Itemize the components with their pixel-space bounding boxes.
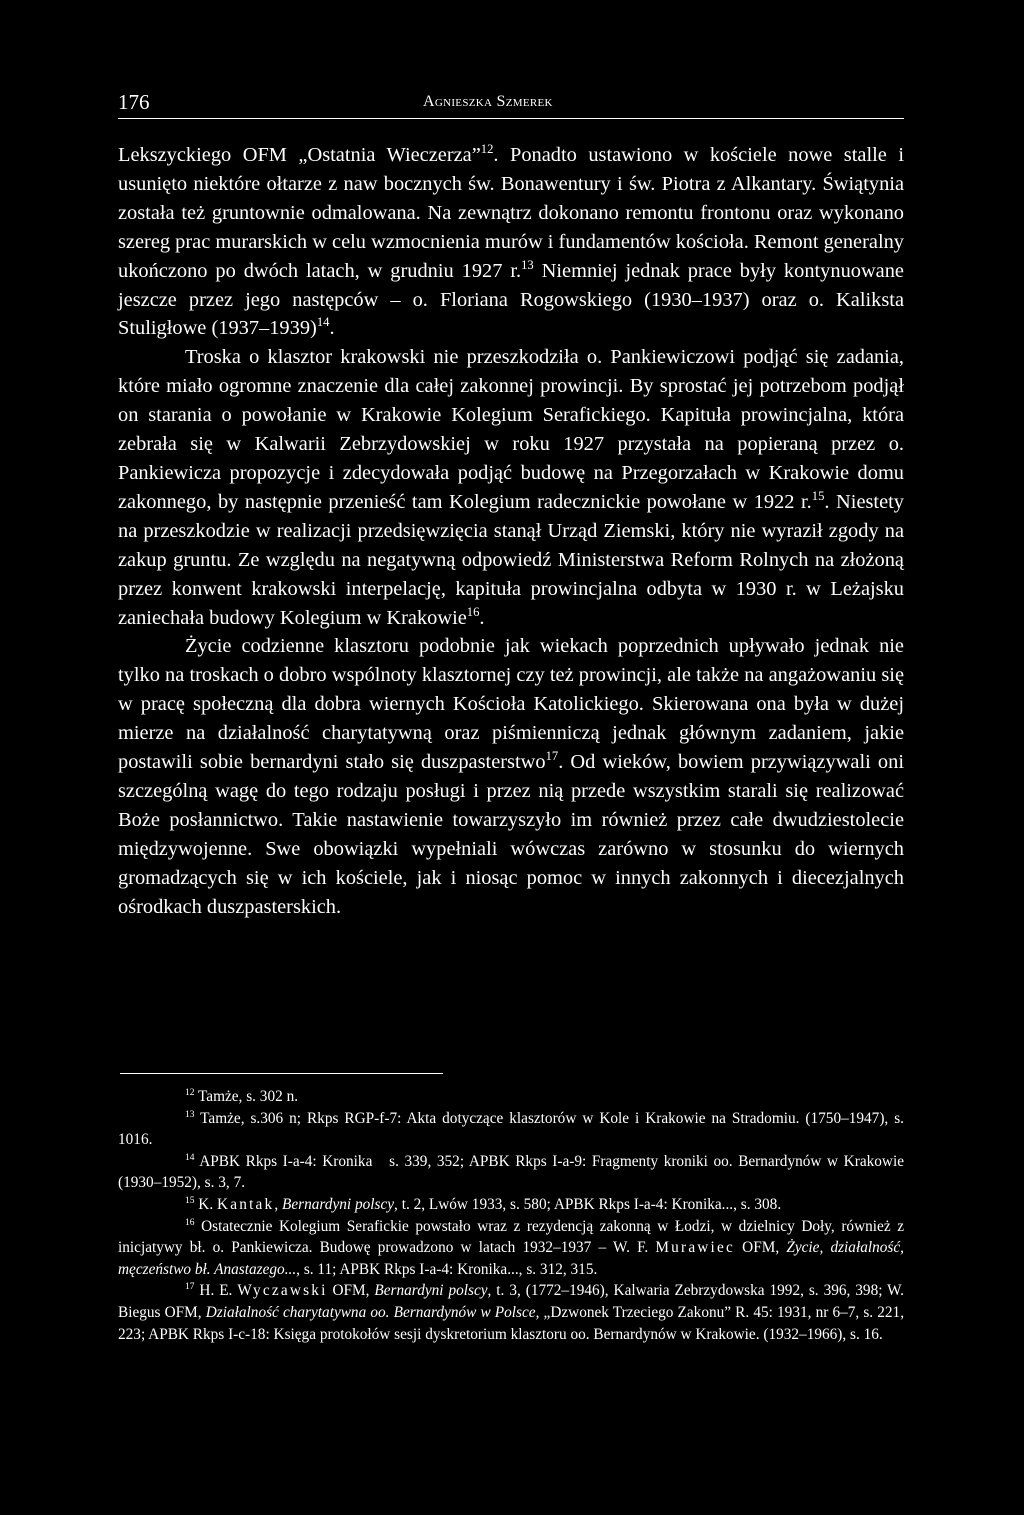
footnote [118,1280,904,1345]
work-title: Działalność charytatywna oo. Bernardynów w Polsce [205,1303,536,1321]
footnote-text: H. E. [194,1282,238,1300]
footnote-text: Tamże, s.306 n; Rkps RGP-f-7: Akta dotyczące klasztorów w Kole i Krakowie na Stradomiu. (1750–1947), s. 1016. [118,1109,904,1149]
footnote [118,1194,904,1216]
work-title: Bernardyni polscy [374,1282,488,1300]
author-name: Murawiec [655,1239,735,1257]
footnote-number: 17 [185,1282,195,1293]
footnote-text: OFM, [734,1239,787,1257]
paragraph [118,141,904,343]
text-run: . Niestety na przeszkodzie w realizacji przedsięwzięcia stanął Urząd Ziemski, który nie wyraził zgody na zakup gruntu. Ze względu na negatywną odpowiedź Ministerstwa Reform Rolnych na złożoną przez konwent krakowski interpelację, kapituła prowincjalna odbyta w 1930 r. w Leżajsku zaniechała budowy Kolegium w Krakowie [118,490,905,629]
footnote-text: , [274,1195,283,1213]
footnote-ref: 14 [316,315,330,330]
text-run: Troska o klasztor krakowski nie przeszkodziła o. Pankiewiczowi podjąć się zadania, które miało ogromne znaczenie dla całej zakonnej prowincji. By sprostać jej potrzebom podjął on starania o powołanie w Krakowie Kolegium Serafickiego. Kapituła prowincjalna, która zebrała się w Kalwarii Zebrzydowskiej w roku 1927 przystała na popieraną przez o. Pankiewicza propozycje i zdecydowała podjąć budowę na Przegorzałach w Krakowie domu zakonnego, by następnie przenieść tam Kolegium radecznickie powołane w 1922 r. [118,346,904,513]
footnote-separator [120,1073,443,1074]
footnote-text: Ostatecznie Kolegium Serafickie powstało wraz z rezydencją zakonną w Łodzi, w dzielnicy Doły, również z inicjatywy bł. o. Pankiewicza. Budowę prowadzono w latach 1932–1937 – W. F. [118,1217,904,1257]
text-run: . Ponadto ustawiono w kościele nowe stalle i usunięto niektóre ołtarze z naw bocznych św. Bonawentury i św. Piotra z Alkantary. Świątynia została też gruntownie odmalowana. Na zewnątrz dokonano remontu frontonu oraz wykonano szereg prac murarskich w celu wzmocnienia murów i fundamentów kościoła. Remont generalny ukończono po dwóch latach, w grudniu 1927 r. [118,144,904,282]
footnote-text: OFM, [327,1282,375,1300]
work-title: Bernardyni polscy [282,1195,395,1213]
author-name: Wyczawski [237,1282,328,1300]
footnote-text: , t. 3, (1772–1946), Kalwaria Zebrzydowska 1992, s. 396, 398; W. Biegus OFM, [118,1282,904,1321]
footnote-text: , t. 2, Lwów 1933, s. 580; APBK Rkps I-a-4: Kronika..., s. 308. [394,1195,782,1213]
footnote-number: 14 [185,1152,195,1163]
work-title: Życie, działalność, męczeństwo bł. Anastazego... [118,1239,904,1278]
footnote [118,1086,904,1108]
text-run: Życie codzienne klasztoru podobnie jak wiekach poprzednich upływało jednak nie tylko na troskach o dobro wspólnoty klasztornej czy też prowincji, ale także na angażowaniu się w pracę społeczną dla dobra wiernych Kościoła Katolickiego. Skierowana ona była w dużej mierze na działalność charytatywną oraz piśmienniczą jednak głównym zadaniem, jakie postawili sobie bernardyni stało się duszpasterstwo [118,635,904,774]
footnote-text: , „Dzwonek Trzeciego Zakonu” R. 45: 1931, nr 6–7, s. 221, 223; APBK Rkps I-c-18: Księga protokołów sesji dyskretorium klasztoru oo. Bernardynów w Krakowie. (1932–1966), s. 16. [118,1303,905,1343]
footnote-number: 15 [185,1196,195,1207]
paragraph [118,343,904,632]
paragraph [118,632,904,921]
page-header [118,90,904,119]
page-number: 176 [118,90,150,114]
footnote-text: K. [194,1195,217,1213]
footnote-ref: 15 [811,489,825,504]
text-run: . [329,317,335,340]
footnote-number: 13 [185,1109,195,1120]
footnote-ref: 16 [466,604,480,619]
text-run: Lekszyckiego OFM „Ostatnia Wieczerza” [118,144,481,166]
footnotes [118,1086,908,1345]
footnote-text: Tamże, s. 302 n. [194,1088,299,1105]
text-run: Niemniej jednak prace były kontynuowane jeszcze przez jego następców – o. Floriana Rogowskiego (1930–1937) oraz o. Kaliksta Stuligłowe (1937–1939) [118,259,904,340]
footnote [118,1216,904,1281]
main-text [118,141,904,921]
footnote-ref: 13 [521,257,534,272]
footnote-ref: 17 [545,749,559,764]
footnote-text: APBK Rkps I-a-4: Kronika s. 339, 352; APBK Rkps I-a-9: Fragmenty kroniki oo. Bernardynów w Krakowie (1930–1952), s. 3, 7. [118,1152,908,1192]
footnote-text: , s. 11; APBK Rkps I-a-4: Kronika..., s. 312, 315. [296,1260,598,1278]
text-run: . [479,606,485,629]
footnote [118,1151,908,1194]
text-run: . Od wieków, bowiem przywiązywali oni szczególną wagę do tego rodzaju posługi i przez nią przede wszystkim starali się realizować Boże posłannictwo. Takie nastawienie towarzyszyło im również przez całe dwudziestolecie międzywojenne. Swe obowiązki wypełniali wówczas zarówno w stosunku do wiernych gromadzących się w ich kościele, jak i niosąc pomoc w innych zakonnych i diecezjalnych ośrodkach duszpasterskich. [118,751,904,918]
footnote [118,1108,904,1151]
running-head: Agnieszka Szmerek [423,93,553,110]
footnote-ref: 12 [480,142,494,157]
footnote-number: 16 [185,1217,195,1228]
author-name: Kantak [217,1195,275,1213]
footnote-number: 12 [185,1088,195,1099]
